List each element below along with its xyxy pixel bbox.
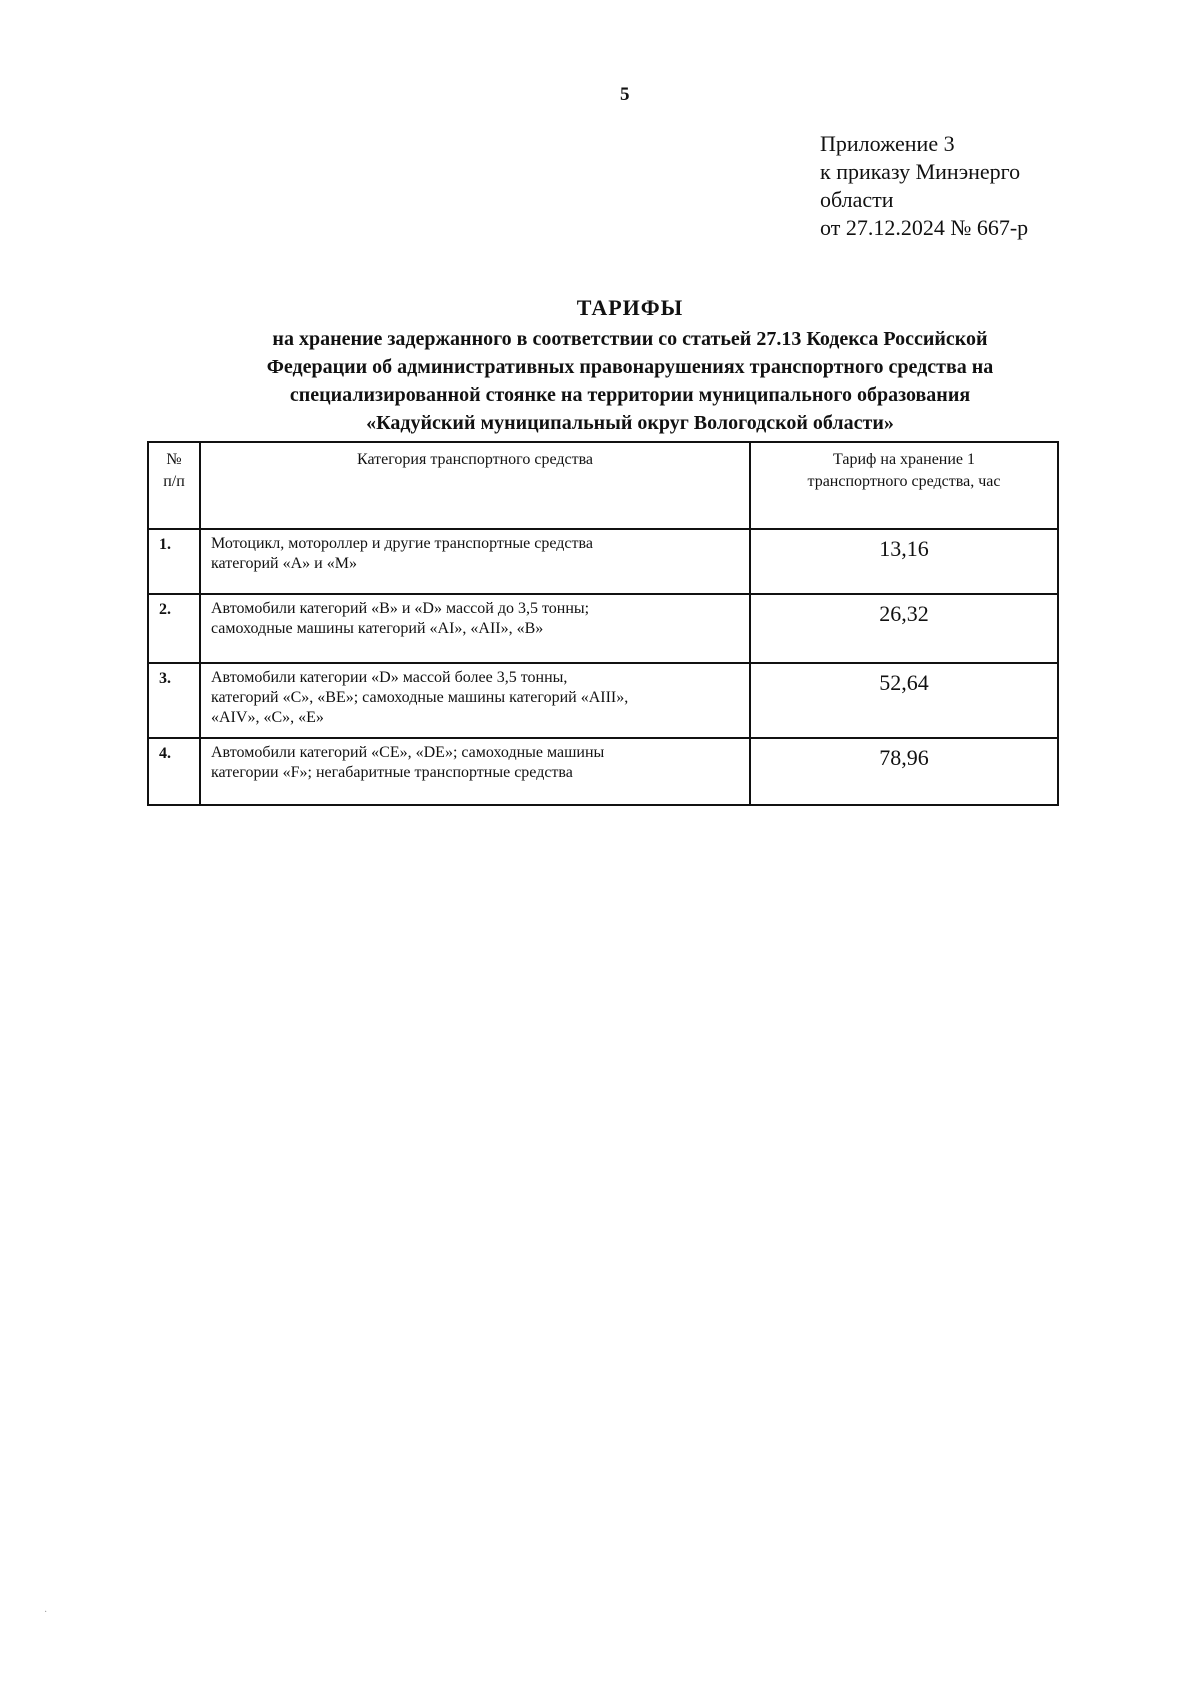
table-row [148,663,1058,738]
row-number: 4. [148,738,200,805]
appendix-line: к приказу Минэнерго [820,159,1021,184]
table-row [148,738,1058,805]
header-number-symbol: № [166,451,182,468]
table-row [148,529,1058,594]
header-rate-line: транспортного средства, час [807,473,1001,490]
document-subtitle [150,325,1110,437]
row-category [200,529,750,594]
subtitle-line: Федерации об административных правонарушениях транспортного средства на [266,356,994,378]
appendix-line: области [820,187,894,212]
category-line: Автомобили категорий «СЕ», «DE»; самоходные машины [211,744,605,761]
category-line: Мотоцикл, мотороллер и другие транспортные средства [211,535,593,552]
row-category [200,663,750,738]
row-rate: 26,32 [750,594,1058,663]
subtitle-line: специализированной стоянке на территории муниципального образования [289,384,971,406]
document-title: ТАРИФЫ [576,295,684,320]
row-number: 1. [148,529,200,594]
category-line: категорий «А» и «М» [211,555,357,572]
category-line: Автомобили категории «D» массой более 3,5 тонны, [211,669,568,686]
header-rate-line: Тариф на хранение 1 [832,451,976,468]
scan-speck: · [44,1607,48,1618]
row-number: 3. [148,663,200,738]
header-number [148,442,200,529]
row-rate: 78,96 [750,738,1058,805]
document-heading [150,293,1110,437]
header-number-abbrev: п/п [163,473,185,490]
row-number: 2. [148,594,200,663]
category-line: категорий «С», «ВЕ»; самоходные машины категорий «АIII», [211,689,629,706]
category-line: категории «F»; негабаритные транспортные средства [211,764,573,781]
appendix-reference [820,130,1028,242]
appendix-line: Приложение 3 [820,131,955,156]
row-category [200,594,750,663]
subtitle-line: на хранение задержанного в соответствии со статьей 27.13 Кодекса Российской [272,328,988,350]
row-rate: 52,64 [750,663,1058,738]
header-category: Категория транспортного средства [200,442,750,529]
row-category [200,738,750,805]
category-line: самоходные машины категорий «АI», «АII», «В» [211,620,544,637]
row-rate: 13,16 [750,529,1058,594]
category-line: «АIV», «С», «Е» [211,709,324,726]
category-line: Автомобили категорий «В» и «D» массой до 3,5 тонны; [211,600,590,617]
header-rate [750,442,1058,529]
page-number: 5 [620,84,630,105]
table-header-row [148,442,1058,529]
subtitle-line: «Кадуйский муниципальный округ Вологодской области» [366,412,894,434]
tariff-table [147,441,1059,806]
appendix-line: от 27.12.2024 № 667-р [820,215,1029,240]
table-row [148,594,1058,663]
